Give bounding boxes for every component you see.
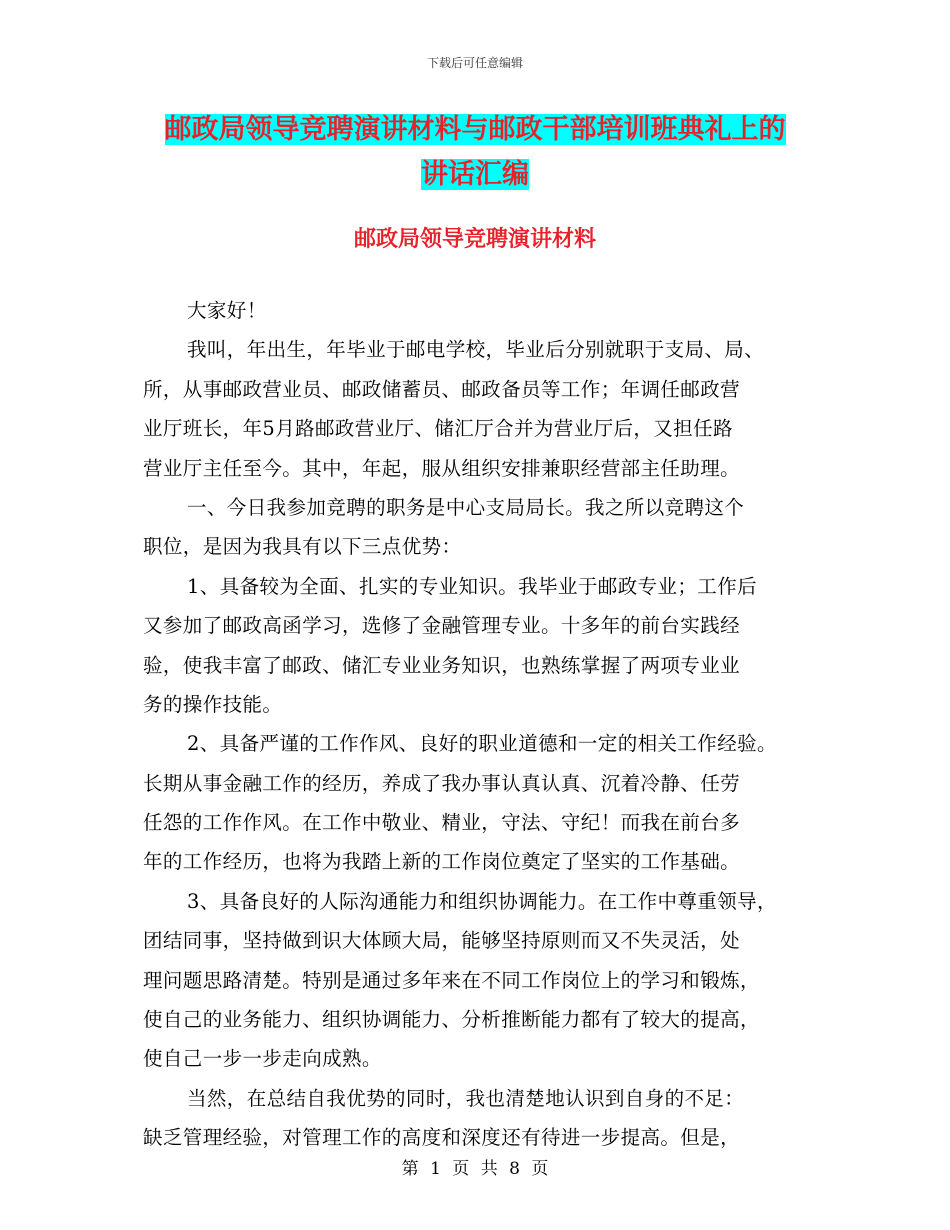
paragraph-line: 职位，是因为我具有以下三点优势： [143,535,462,559]
paragraph-line: 业厅班长，年5月路邮政营业厅、储汇厅合并为营业厅后，又担任路 [143,417,733,441]
paragraph-line: 使自己的业务能力、组织协调能力、分析推断能力都有了较大的提高， [143,1008,760,1032]
paragraph-line: 长期从事金融工作的经历，养成了我办事认真认真、沉着冷静、任劳 [143,771,741,795]
paragraph-line: 团结同事，坚持做到识大体顾大局，能够坚持原则而又不失灵活，处 [143,929,741,953]
paragraph-line: 验，使我丰富了邮政、储汇专业业务知识，也熟练掌握了两项专业业 [143,653,741,677]
paragraph-line: 缺乏管理经验，对管理工作的高度和深度还有待进一步提高。但是， [143,1126,741,1150]
paragraph-line: 3、具备良好的人际沟通能力和组织协调能力。在工作中尊重领导， [187,889,777,913]
paragraph-line: 所，从事邮政营业员、邮政储蓄员、邮政备员等工作；年调任邮政营 [143,377,741,401]
paragraph-line: 务的操作技能。 [143,692,283,716]
paragraph-line: 任怨的工作作风。在工作中敬业、精业，守法、守纪！而我在前台多 [143,811,741,835]
paragraph-line: 理问题思路清楚。特别是通过多年来在不同工作岗位上的学习和锻炼， [143,968,760,992]
page-footer: 第 1 页 共 8 页 [401,1159,549,1179]
paragraph-line: 1、具备较为全面、扎实的专业知识。我毕业于邮政专业；工作后 [187,574,758,598]
document-title-line-1 [0,111,950,149]
paragraph-line: 2、具备严谨的工作作风、良好的职业道德和一定的相关工作经验。 [187,732,777,756]
paragraph-line: 又参加了邮政高函学习，选修了金融管理专业。十多年的前台实践经 [143,614,741,638]
paragraph-line: 营业厅主任至今。其中，年起，服从组织安排兼职经营部主任助理。 [143,456,741,480]
paragraph-line: 我叫，年出生，年毕业于邮电学校，毕业后分别就职于支局、局、 [187,338,765,362]
body-text [143,291,823,1158]
paragraph-line: 大家好！ [187,299,267,322]
section-title: 邮政局领导竞聘演讲材料 [353,227,596,252]
paragraph-line: 年的工作经历，也将为我踏上新的工作岗位奠定了坚实的工作基础。 [143,850,741,874]
paragraph-line: 当然，在总结自我优势的同时，我也清楚地认识到自身的不足： [187,1086,745,1110]
document-title-text-1: 邮政局领导竞聘演讲材料与邮政干部培训班典礼上的 [164,114,786,145]
document-title-line-2 [0,156,950,194]
header-note: 下载后可任意编辑 [426,56,523,70]
paragraph-line: 使自己一步一步走向成熟。 [143,1047,382,1071]
document-title-text-2: 讲话汇编 [421,159,529,190]
paragraph-line: 一、今日我参加竞聘的职务是中心支局局长。我之所以竞聘这个 [187,495,745,519]
